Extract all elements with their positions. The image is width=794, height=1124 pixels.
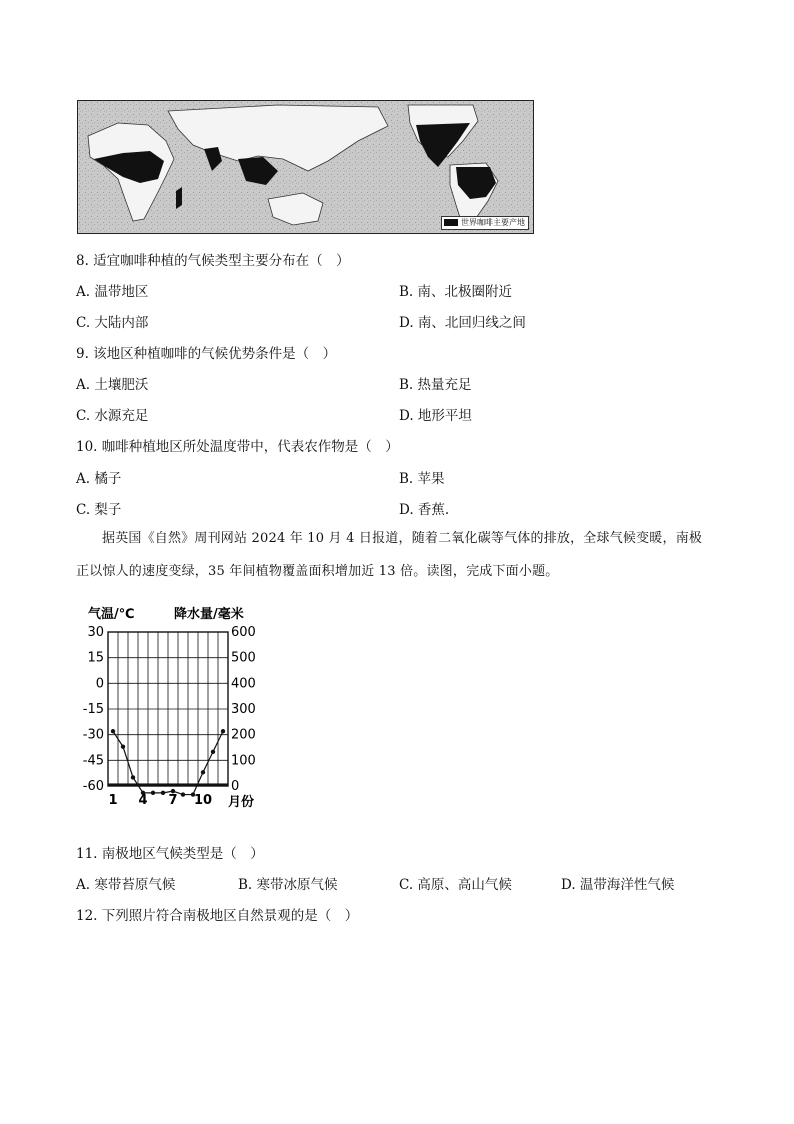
- right-tick-label: 500: [231, 650, 256, 666]
- left-axis-title: 气温/℃: [88, 607, 135, 622]
- right-tick-label: 200: [231, 727, 256, 743]
- q10-option-d[interactable]: D. 香蕉.: [399, 502, 450, 518]
- x-tick-label: 1: [108, 793, 118, 808]
- left-tick-label: 30: [87, 625, 104, 640]
- right-tick-label: 600: [231, 625, 256, 640]
- temperature-point: [131, 775, 135, 779]
- precipitation-bars: [108, 783, 228, 786]
- left-tick-label: 0: [95, 676, 104, 692]
- precipitation-bar: [148, 783, 158, 786]
- q10-option-a[interactable]: A. 橘子: [76, 471, 122, 487]
- q11-option-d[interactable]: D. 温带海洋性气候: [561, 877, 675, 893]
- q11-option-c[interactable]: C. 高原、高山气候: [399, 877, 512, 893]
- precipitation-bar: [218, 783, 228, 786]
- passage-line-1: 据英国《自然》周刊网站 2024 年 10 月 4 日报道，随着二氧化碳等气体的排放，全球气候变暖，南极: [102, 531, 703, 546]
- x-tick-label: 7: [168, 793, 178, 808]
- q8-option-a[interactable]: A. 温带地区: [76, 284, 149, 300]
- passage-line-2: 正以惊人的速度变绿，35 年间植物覆盖面积增加近 13 倍。读图，完成下面小题。: [76, 564, 559, 579]
- precipitation-bar: [108, 783, 118, 786]
- q8-option-b[interactable]: B. 南、北极圈附近: [399, 284, 513, 300]
- right-tick-label: 300: [231, 702, 256, 717]
- world-map-graphic: [78, 101, 533, 233]
- question-12-stem: 12. 下列照片符合南极地区自然景观的是（ ）: [76, 908, 359, 924]
- precipitation-bar: [198, 783, 208, 786]
- x-tick-label: 4: [138, 793, 148, 808]
- temperature-point: [221, 729, 225, 733]
- map-legend: [441, 216, 529, 230]
- q9-option-b[interactable]: B. 热量充足: [399, 377, 472, 393]
- temperature-point: [161, 791, 165, 795]
- q8-option-c[interactable]: C. 大陆内部: [76, 315, 149, 331]
- legend-swatch: [444, 219, 458, 226]
- x-unit-label: 月份: [228, 795, 255, 810]
- precipitation-bar: [118, 783, 128, 786]
- right-tick-label: 400: [231, 676, 256, 692]
- x-tick-label: 10: [193, 793, 213, 808]
- temperature-point: [211, 750, 215, 754]
- q10-option-b[interactable]: B. 苹果: [399, 471, 445, 487]
- left-tick-label: 15: [87, 650, 104, 666]
- reading-passage: [76, 522, 721, 588]
- temperature-point: [121, 744, 125, 748]
- precipitation-bar: [178, 783, 188, 786]
- q11-option-b[interactable]: B. 寒带冰原气候: [238, 877, 338, 893]
- q10-option-c[interactable]: C. 梨子: [76, 502, 122, 518]
- left-tick-label: -30: [82, 727, 104, 743]
- right-tick-label: 0: [231, 779, 240, 794]
- precipitation-bar: [208, 783, 218, 786]
- precipitation-bar: [168, 783, 178, 786]
- question-11-stem: 11. 南极地区气候类型是（ ）: [76, 846, 264, 862]
- question-10-stem: 10. 咖啡种植地区所处温度带中，代表农作物是（ ）: [76, 439, 399, 455]
- antarctic-climate-chart: [78, 602, 278, 812]
- temperature-point: [201, 770, 205, 774]
- question-9-stem: 9. 该地区种植咖啡的气候优势条件是（ ）: [76, 346, 337, 362]
- question-8-stem: 8. 适宜咖啡种植的气候类型主要分布在（ ）: [76, 253, 350, 269]
- chart-ticks: [83, 625, 256, 808]
- temperature-point: [181, 792, 185, 796]
- temperature-point: [151, 791, 155, 795]
- temperature-point: [111, 729, 115, 733]
- q9-option-c[interactable]: C. 水源充足: [76, 408, 149, 424]
- q9-option-d[interactable]: D. 地形平坦: [399, 408, 472, 424]
- precipitation-bar: [158, 783, 168, 786]
- chart-grid: [108, 632, 228, 786]
- q11-option-a[interactable]: A. 寒带苔原气候: [76, 877, 176, 893]
- left-tick-label: -60: [82, 779, 104, 794]
- left-tick-label: -45: [82, 753, 104, 769]
- q8-option-d[interactable]: D. 南、北回归线之间: [399, 315, 526, 331]
- right-tick-label: 100: [231, 753, 256, 769]
- q9-option-a[interactable]: A. 土壤肥沃: [76, 377, 149, 393]
- precipitation-bar: [138, 783, 148, 786]
- coffee-production-map: [77, 100, 534, 234]
- map-legend-label: 世界咖啡主要产地: [461, 218, 525, 227]
- left-tick-label: -15: [82, 702, 104, 717]
- right-axis-title: 降水量/毫米: [174, 607, 244, 622]
